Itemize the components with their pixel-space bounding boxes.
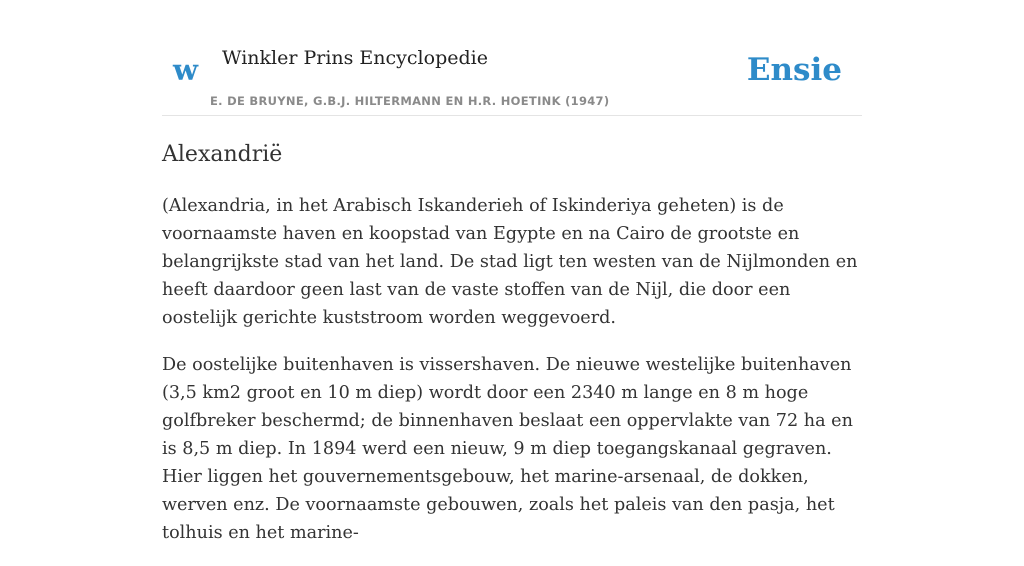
content-container xyxy=(162,0,862,543)
article-body xyxy=(162,192,862,566)
article-paragraph: (Alexandria, in het Arabisch Iskanderieh of Iskinderiya geheten) is de voornaamste haven en koopstad van Egypte en na Cairo de grootste en belangrijkste stad van het land. De stad ligt ten westen van de Nijlmonden en heeft daardoor geen last van de vaste stoffen van de Nijl, die door een oostelijk gerichte kuststroom worden weggevoerd. xyxy=(162,196,858,328)
article-paragraph: De oostelijke buitenhaven is vissershaven. De nieuwe westelijke buitenhaven (3,5 km2 groot en 10 m diep) wordt door een 2340 m lange en 8 m hoge golfbreker beschermd; de binnenhaven beslaat een oppervlakte van 72 ha en is 8,5 m diep. In 1894 werd een nieuw, 9 m diep toegangskanaal gegraven. Hier liggen het gouvernementsgebouw, het marine-arsenaal, de dokken, werven enz. De voornaamste gebouwen, zoals het paleis van den pasja, het tolhuis en het marine- xyxy=(162,355,853,543)
book-authors: E. DE BRUYNE, G.B.J. HILTERMANN EN H.R. HOETINK (1947) xyxy=(210,94,610,108)
book-logo[interactable]: w xyxy=(173,53,198,87)
ensie-logo-link[interactable]: Ensie xyxy=(746,52,842,88)
header xyxy=(162,0,862,116)
book-title-link[interactable]: Winkler Prins Encyclopedie xyxy=(222,47,488,69)
article-title: Alexandrië xyxy=(162,142,283,167)
